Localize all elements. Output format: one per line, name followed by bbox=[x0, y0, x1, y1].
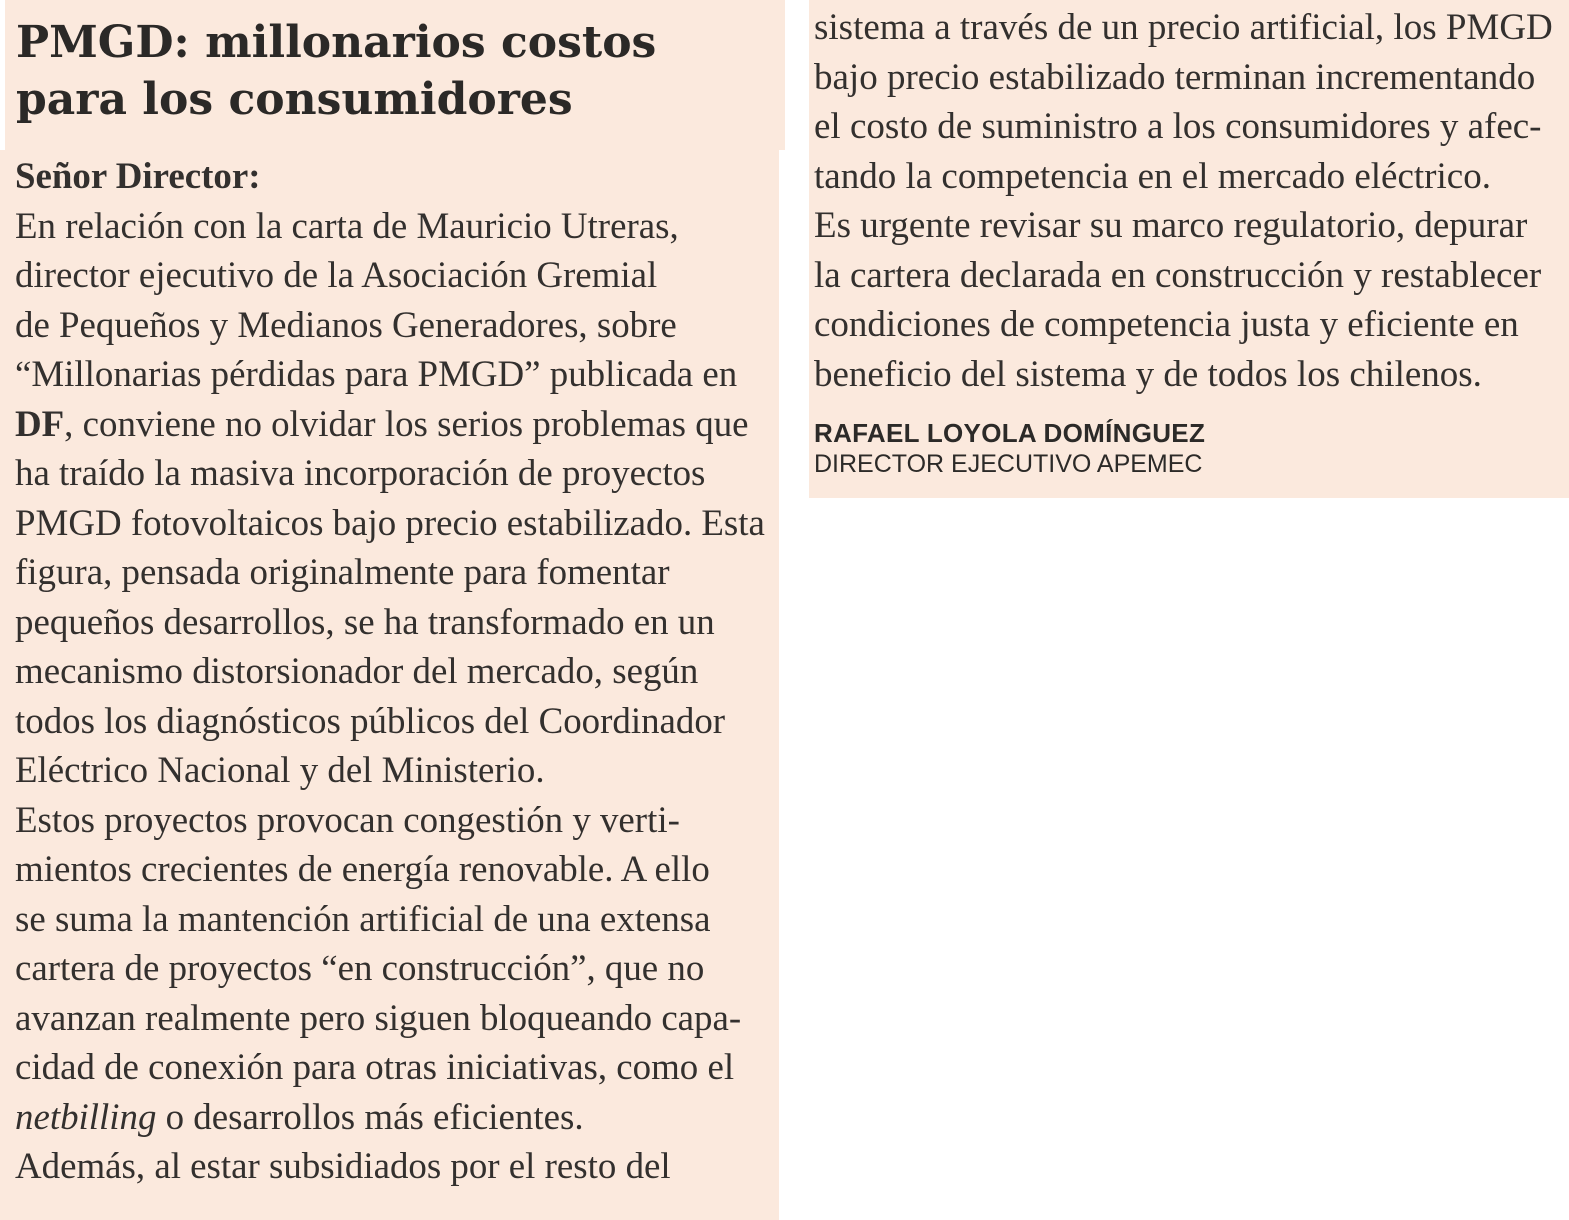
body-line: sistema a través de un precio artificial, los PMGD bbox=[814, 7, 1553, 48]
body-line: todos los diagnósticos públicos del Coordinador bbox=[15, 700, 726, 742]
body-line: avanzan realmente pero siguen bloqueando capa- bbox=[15, 997, 742, 1039]
body-line: el costo de suministro a los consumidores y afec- bbox=[814, 106, 1542, 147]
body-line: director ejecutivo de la Asociación Gremial bbox=[15, 255, 658, 296]
body-line: ha traído la masiva incorporación de proyectos bbox=[15, 453, 706, 494]
body-line: Además, al estar subsidiados por el resto del bbox=[15, 1146, 671, 1187]
headline-line: PMGD: millonarios costos bbox=[16, 17, 657, 68]
body-line bbox=[15, 1093, 765, 1143]
letter-left-column bbox=[15, 152, 767, 1192]
publication-name: DF bbox=[15, 403, 65, 445]
body-line: tando la competencia en el mercado eléctrico. bbox=[814, 155, 1491, 197]
italic-term: netbilling bbox=[15, 1096, 157, 1138]
body-line: figura, pensada originalmente para fomentar bbox=[15, 552, 670, 593]
body-line: mientos crecientes de energía renovable. A ello bbox=[15, 849, 710, 890]
body-line bbox=[15, 400, 765, 450]
body-line: Es urgente revisar su marco regulatorio, depurar bbox=[814, 205, 1528, 246]
body-line: En relación con la carta de Mauricio Utreras, bbox=[15, 205, 679, 247]
body-line: beneficio del sistema y de todos los chilenos. bbox=[814, 353, 1482, 395]
body-line: mecanismo distorsionador del mercado, según bbox=[15, 651, 699, 692]
body-line: cartera de proyectos “en construcción”, que no bbox=[15, 948, 705, 989]
body-line-text: o desarrollos más eficientes. bbox=[156, 1096, 584, 1138]
signature-name: RAFAEL LOYOLA DOMÍNGUEZ bbox=[814, 418, 1206, 448]
headline-line: para los consumidores bbox=[16, 74, 573, 125]
letter-right-column bbox=[814, 3, 1553, 399]
signature-role: DIRECTOR EJECUTIVO APEMEC bbox=[814, 450, 1203, 478]
body-line: “Millonarias pérdidas para PMGD” publicada en bbox=[15, 354, 738, 395]
body-line: Estos proyectos provocan congestión y verti- bbox=[15, 799, 680, 841]
letter-headline bbox=[16, 14, 656, 128]
body-line: bajo precio estabilizado terminan incrementando bbox=[814, 56, 1536, 98]
body-line: condiciones de competencia justa y eficiente en bbox=[814, 304, 1519, 345]
body-line: se suma la mantención artificial de una extensa bbox=[15, 898, 711, 940]
body-line-text: , conviene no olvidar los serios problemas que bbox=[64, 403, 749, 445]
body-line: de Pequeños y Medianos Generadores, sobre bbox=[15, 304, 677, 346]
salutation: Señor Director: bbox=[15, 156, 261, 197]
body-line: cidad de conexión para otras iniciativas, como el bbox=[15, 1047, 735, 1088]
body-line: pequeños desarrollos, se ha transformado en un bbox=[15, 601, 715, 643]
body-line: PMGD fotovoltaicos bajo precio estabilizado. Esta bbox=[15, 502, 765, 544]
body-line: Eléctrico Nacional y del Ministerio. bbox=[15, 750, 545, 791]
body-line: la cartera declarada en construcción y restablecer bbox=[814, 254, 1542, 296]
